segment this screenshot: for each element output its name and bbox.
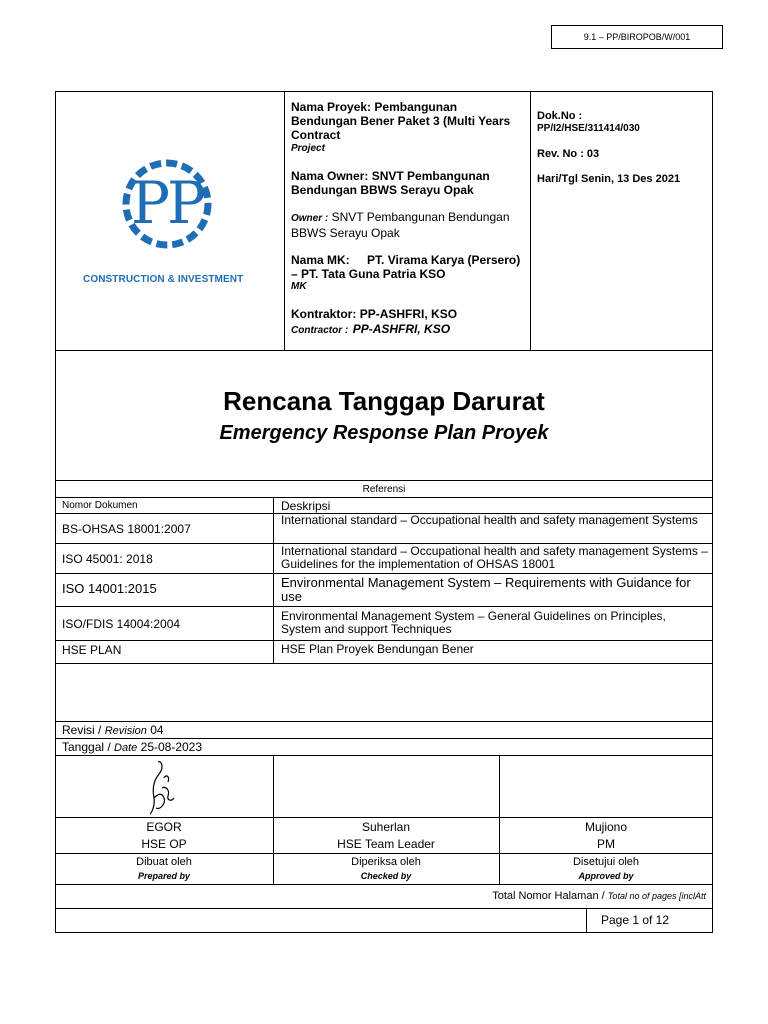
signatory-role: PM (597, 837, 615, 851)
contractor-en-label: Contractor : (291, 325, 349, 336)
rev-no: Rev. No : 03 (537, 148, 600, 160)
ref-doc-number: HSE PLAN (62, 643, 122, 657)
signatory-action-en: Checked by (360, 871, 412, 881)
pp-logo (108, 158, 226, 250)
signatory-role: HSE Team Leader (337, 837, 435, 851)
total-pages-label: Total Nomor Halaman / (492, 890, 605, 902)
ref-doc-number: ISO/FDIS 14004:2004 (62, 617, 181, 631)
divider (55, 573, 713, 574)
ref-description: Environmental Management System – Requirements with Guidance for use (281, 575, 691, 604)
ref-doc-number: BS-OHSAS 18001:2007 (62, 522, 191, 536)
signatory-action-en: Approved by (578, 871, 634, 881)
divider (284, 91, 285, 350)
ref-doc-number: ISO 14001:2015 (62, 581, 157, 596)
ref-description: International standard – Occupational health and safety management Systems (281, 513, 698, 527)
contractor-name (291, 307, 457, 321)
revision-value: 04 (150, 723, 164, 737)
date-label: Tanggal / (62, 740, 111, 754)
divider (55, 497, 713, 498)
divider (530, 91, 531, 350)
document-code: 9.1 – PP/BIROPOB/W/001 (551, 25, 723, 49)
owner-name (291, 169, 523, 197)
divider (55, 853, 713, 854)
ref-description: International standard – Occupational health and safety management Systems – Guidelines for the implementation of OHSAS 18001 (281, 544, 708, 571)
divider (55, 640, 713, 641)
signatory-name: EGOR (146, 820, 182, 834)
project-en-label: Project (291, 143, 325, 154)
doc-date: Hari/Tgl Senin, 13 Des 2021 (537, 173, 681, 185)
col-header-desc: Deskripsi (281, 499, 331, 513)
signatory-name: Mujiono (584, 820, 628, 834)
owner-en (291, 210, 523, 241)
signature-graphic (140, 758, 190, 816)
divider (55, 663, 713, 664)
references-heading: Referensi (362, 484, 406, 495)
project-label: Nama Proyek: (291, 100, 372, 114)
divider (55, 884, 713, 885)
divider (55, 755, 713, 756)
divider (55, 721, 713, 722)
divider (55, 350, 713, 351)
signature (140, 758, 190, 816)
ref-description: HSE Plan Proyek Bendungan Bener (281, 642, 474, 656)
owner-en-label: Owner : (291, 213, 329, 224)
revision-label-en: Revision (104, 725, 147, 737)
ref-description: Environmental Management System – General Guidelines on Principles, System and support Techniques (281, 609, 666, 636)
page-number: Page 1 of 12 (600, 913, 670, 927)
logo-letters: PP (130, 169, 204, 237)
divider (55, 480, 713, 481)
contractor-en-value: PP-ASHFRI, KSO (352, 322, 451, 336)
contractor-en (291, 320, 450, 338)
revision-label: Revisi / (62, 723, 102, 737)
signatory-action-en: Prepared by (137, 871, 191, 881)
divider (55, 738, 713, 739)
mk-en-label: MK (291, 281, 307, 292)
mk-label: Nama MK: (291, 253, 350, 267)
ref-doc-number: ISO 45001: 2018 (62, 552, 153, 566)
owner-label: Nama Owner: (291, 169, 369, 183)
total-pages-row (300, 890, 706, 902)
contractor-value: PP-ASHFRI, KSO (359, 307, 458, 321)
project-value: Pembangunan Bendungan Bener Paket 3 (Multi Years Contract (291, 100, 511, 142)
dok-no-value: PP/I2/HSE/311414/030 (537, 123, 640, 134)
col-header-doc: Nomor Dokumen (62, 500, 138, 511)
logo-tagline: CONSTRUCTION & INVESTMENT (83, 274, 244, 285)
dok-no-label: Dok.No : (537, 110, 583, 122)
divider (273, 497, 274, 663)
divider (55, 908, 713, 909)
date-label-en: Date (114, 742, 138, 754)
mk-value: PT. Virama Karya (Persero) – PT. Tata Guna Patria KSO (291, 253, 521, 281)
owner-value: SNVT Pembangunan Bendungan BBWS Serayu Opak (291, 169, 490, 197)
document-subtitle: Emergency Response Plan Proyek (219, 422, 549, 444)
signatory-action: Disetujui oleh (572, 856, 640, 868)
divider (55, 817, 713, 818)
signatory-name: Suherlan (361, 820, 411, 834)
signatory-action: Dibuat oleh (136, 856, 192, 868)
contractor-label: Kontraktor: (291, 307, 357, 321)
signatory-action: Diperiksa oleh (351, 856, 421, 868)
date-row (62, 740, 202, 754)
signatory-role: HSE OP (141, 837, 187, 851)
project-name (291, 100, 523, 142)
document-title: Rencana Tanggap Darurat (223, 386, 545, 416)
date-value: 25-08-2023 (140, 740, 203, 754)
total-pages-label-en: Total no of pages [inclAtt (607, 891, 706, 901)
mk-name (291, 253, 527, 281)
owner-en-value: SNVT Pembangunan Bendungan BBWS Serayu Opak (291, 210, 510, 240)
divider (55, 606, 713, 607)
revision-row (62, 723, 164, 737)
